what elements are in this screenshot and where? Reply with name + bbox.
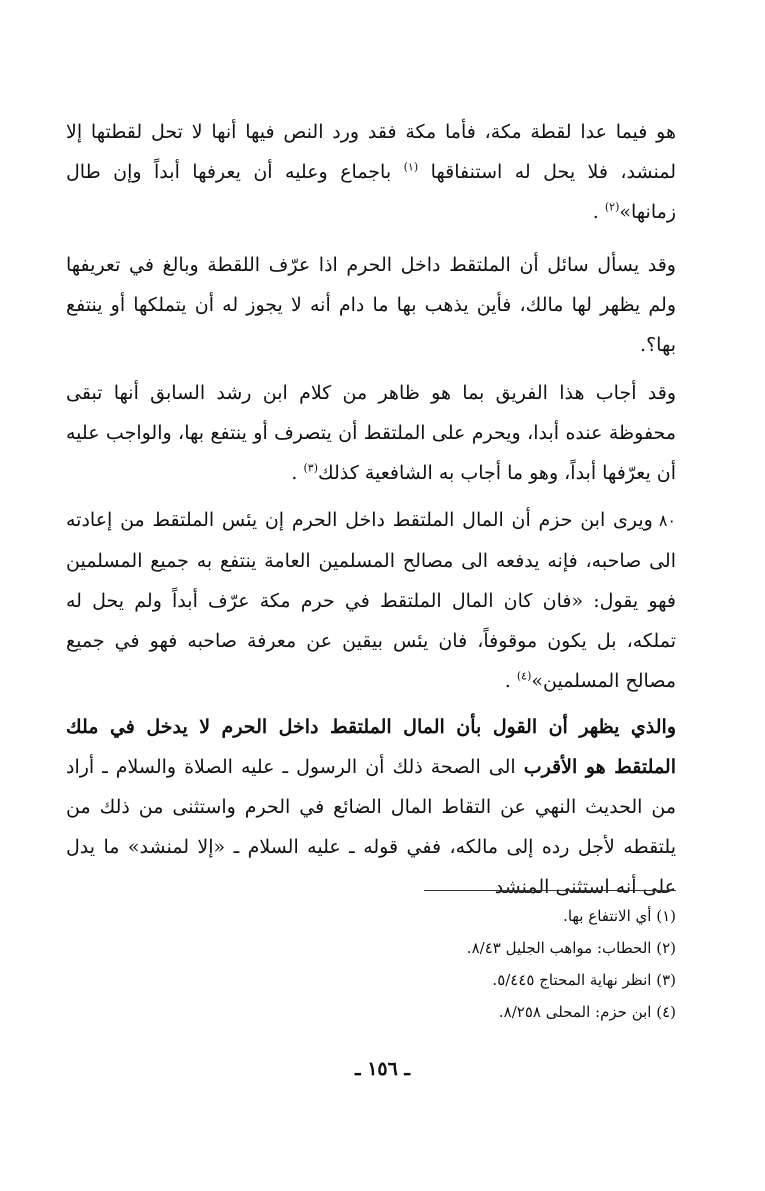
paragraph-4-text: ويرى ابن حزم أن المال الملتقط داخل الحرم إن يئس الملتقط من إعادته الى صاحبه، فإنه يدفعه الى مصالح المسلمين العامة ينتفع به جميع المسلمين فهو يقول: «فان كان المال الملتقط في حرم مكة عرّف أبداً ولم يحل له تملكه، بل يكون موقوفاً، فان يئس بيقين عن معرفة صاحبه فهو في جميع مصالح المسلمين» [66, 509, 676, 692]
footnote-ref-2: (٢) [604, 200, 620, 214]
paragraph-4-end: . [504, 670, 511, 692]
footnote-ref-1: (١) [403, 160, 419, 174]
footnote-4: (٤) ابن حزم: المحلى ٨/٢٥٨. [498, 1003, 676, 1021]
margin-mark: ٨٠ [658, 511, 676, 530]
paragraph-3-text: وقد أجاب هذا الفريق بما هو ظاهر من كلام ابن رشد السابق أنها تبقى محفوظة عنده أبدا، ويحرم على الملتقط أن يتصرف أو ينتفع بها، والواجب عليه أن يعرّفها أبداً، وهو ما أجاب به الشافعية كذلك [66, 382, 676, 484]
paragraph-4 [66, 500, 676, 701]
footnote-2: (٢) الحطاب: مواهب الجليل ٨/٤٣. [466, 939, 676, 957]
paragraph-1-end: . [592, 201, 599, 223]
paragraph-5 [66, 707, 676, 907]
footnote-3: (٣) انظر نهاية المحتاج ٥/٤٤٥. [492, 971, 676, 989]
footnote-ref-4: (٤) [516, 669, 532, 683]
paragraph-2-text: وقد يسأل سائل أن الملتقط داخل الحرم اذا عرّف اللقطة وبالغ في تعريفها ولم يظهر لها مالك، فأين يذهب بها ما دام أنه لا يجوز له أن يتملكها أو ينتفع بها؟. [66, 254, 676, 356]
footnote-divider [424, 890, 676, 891]
paragraph-1 [66, 112, 676, 232]
paragraph-5-text: الى الصحة ذلك أن الرسول ـ عليه الصلاة والسلام ـ أراد من الحديث النهي عن التقاط المال الضائع في الحرم واستثنى من ذلك من يلتقطه لأجل رده إلى مالكه، ففي قوله ـ عليه السلام ـ «إلا لمنشد» ما يدل على أنه استثنى المنشد [66, 756, 676, 898]
page-number: ـ ١٥٦ ـ [355, 1058, 410, 1080]
paragraph-3-end: . [291, 462, 298, 484]
paragraph-1-text-2: باجماع وعليه أن يعرفها أبداً وإن طال زمانها» [66, 161, 676, 223]
paragraph-3 [66, 373, 676, 493]
paragraph-2 [66, 245, 676, 365]
paragraph-5-bold: والذي يظهر أن القول بأن المال الملتقط داخل الحرم لا يدخل في ملك الملتقط هو الأقرب [66, 716, 676, 778]
footnote-1: (١) أي الانتفاع بها. [563, 907, 676, 925]
footnotes-list [300, 900, 676, 1028]
paragraph-1-text: هو فيما عدا لقطة مكة، فأما مكة فقد ورد النص فيها أنها لا تحل لقطتها إلا لمنشد، فلا يحل له استنفاقها [66, 121, 676, 183]
footnote-ref-3: (٣) [303, 461, 318, 475]
